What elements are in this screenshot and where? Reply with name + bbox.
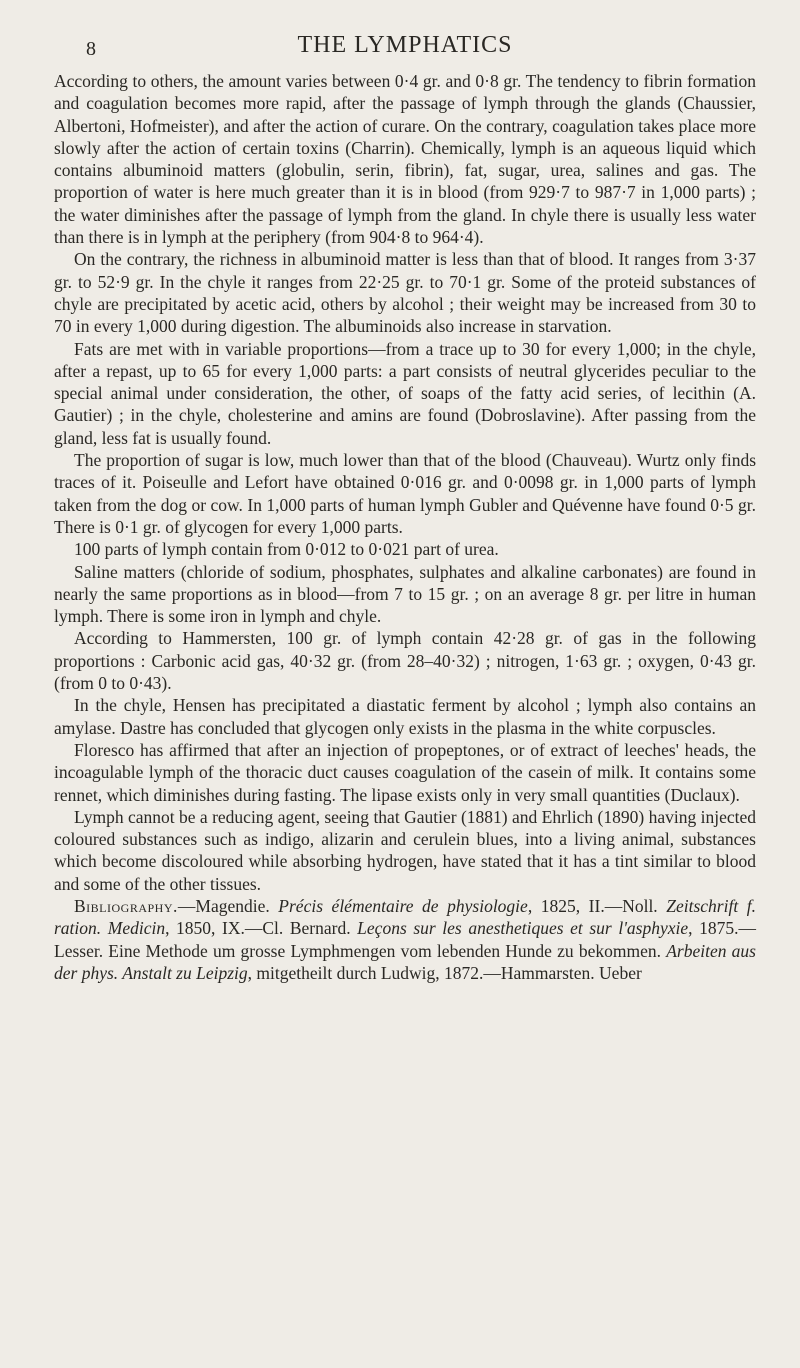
bibliography-text: , 1875.—Lesser. Eine Methode um grosse Lymphmengen vom lebenden Hunde zu bekommen. — [54, 918, 756, 961]
paragraph: Lymph cannot be a reducing agent, seeing that Gautier (1881) and Ehrlich (1890) having injected coloured substances such as indigo, alizarin and cerulein blues, into a living animal, substances which become discoloured while absorbing hydrogen, have stated that it has a tint similar to blood and some of the other tissues. — [54, 806, 756, 894]
bibliography-text: , 1825, II.—Noll. — [527, 895, 667, 916]
bibliography-text: , mitgetheilt durch Ludwig, 1872.—Hammarsten. Ueber — [247, 962, 642, 983]
bibliography-title: Leçons sur les anesthetiques et sur l'asphyxie — [357, 918, 689, 939]
paragraph: According to others, the amount varies between 0·4 gr. and 0·8 gr. The tendency to fibrin formation and coagulation becomes more rapid, after the passage of lymph through the glands (Chaussier, Albertoni, Hofmeister), and after the action of curare. On the contrary, coagulation takes place more slowly after the action of certain toxins (Charrin). Chemically, lymph is an aqueous liquid which contains albuminoid matters (globulin, serin, fibrin), fat, sugar, urea, salines and gas. The proportion of water is here much greater than it is in blood (from 929·7 to 987·7 in 1,000 parts) ; the water diminishes after the passage of lymph from the gland. In chyle there is usually less water than there is in lymph at the periphery (from 904·8 to 964·4). — [54, 71, 756, 248]
paragraph: Fats are met with in variable proportions—from a trace up to 30 for every 1,000; in the chyle, after a repast, up to 65 for every 1,000 parts: a part consists of neutral glycerides peculiar to the special animal under consideration, the other, of soaps of the fatty acid series, of lecithin (A. Gautier) ; in the chyle, cholesterine and amins are found (Dobroslavine). After passing from the gland, less fat is usually found. — [54, 338, 756, 448]
paragraph: On the contrary, the richness in albuminoid matter is less than that of blood. It ranges from 3·37 gr. to 52·9 gr. In the chyle it ranges from 22·25 gr. to 70·1 gr. Some of the proteid substances of chyle are precipitated by acetic acid, others by alcohol ; their weight may be increased from 30 to 70 in every 1,000 during digestion. The albuminoids also increase in starvation. — [54, 249, 756, 337]
bibliography-title: Arbeiten aus der phys. Anstalt zu Leipzig — [54, 940, 756, 983]
paragraph: Floresco has affirmed that after an injection of propeptones, or of extract of leeches' heads, the incoagulable lymph of the thoracic duct causes coagulation of the casein of milk. It contains some rennet, which diminishes during fasting. The lipase exists only in very small quantities (Duclaux). — [54, 739, 756, 805]
body-text — [54, 70, 756, 984]
bibliography-title: Zeitschrift f. ration. Medicin — [54, 895, 756, 939]
page-number: 8 — [86, 38, 96, 60]
bibliography-text: , 1850, IX.—Cl. Bernard. — [165, 918, 358, 939]
bibliography-text: —Magendie. — [177, 895, 279, 916]
paragraph: In the chyle, Hensen has precipitated a diastatic ferment by alcohol ; lymph also contains an amylase. Dastre has concluded that glycogen only exists in the plasma in the white corpuscles. — [54, 695, 756, 738]
paragraph: The proportion of sugar is low, much lower than that of the blood (Chauveau). Wurtz only finds traces of it. Poiseulle and Lefort have obtained 0·016 gr. and 0·0098 gr. in 1,000 parts of lymph taken from the dog or cow. In 1,000 parts of human lymph Gubler and Quévenne have found 0·5 gr. There is 0·1 gr. of glycogen for every 1,000 parts. — [54, 450, 756, 537]
running-title: THE LYMPHATICS — [297, 32, 513, 58]
paragraph: Saline matters (chloride of sodium, phosphates, sulphates and alkaline carbonates) are found in nearly the same proportions as in blood—from 7 to 15 gr. ; on an average 8 gr. per litre in human lymph. There is some iron in lymph and chyle. — [54, 561, 756, 627]
paragraph: According to Hammersten, 100 gr. of lymph contain 42·28 gr. of gas in the following proportions : Carbonic acid gas, 40·32 gr. (from 28–40·32) ; nitrogen, 1·63 gr. ; oxygen, 0·43 gr. (from 0 to 0·43). — [54, 628, 756, 694]
page-header — [54, 0, 756, 70]
bibliography — [54, 895, 756, 984]
bibliography-label: Bibliography. — [74, 895, 178, 916]
paragraph: 100 parts of lymph contain from 0·012 to 0·021 part of urea. — [74, 539, 499, 560]
bibliography-title: Précis élémentaire de physiologie — [278, 895, 528, 916]
